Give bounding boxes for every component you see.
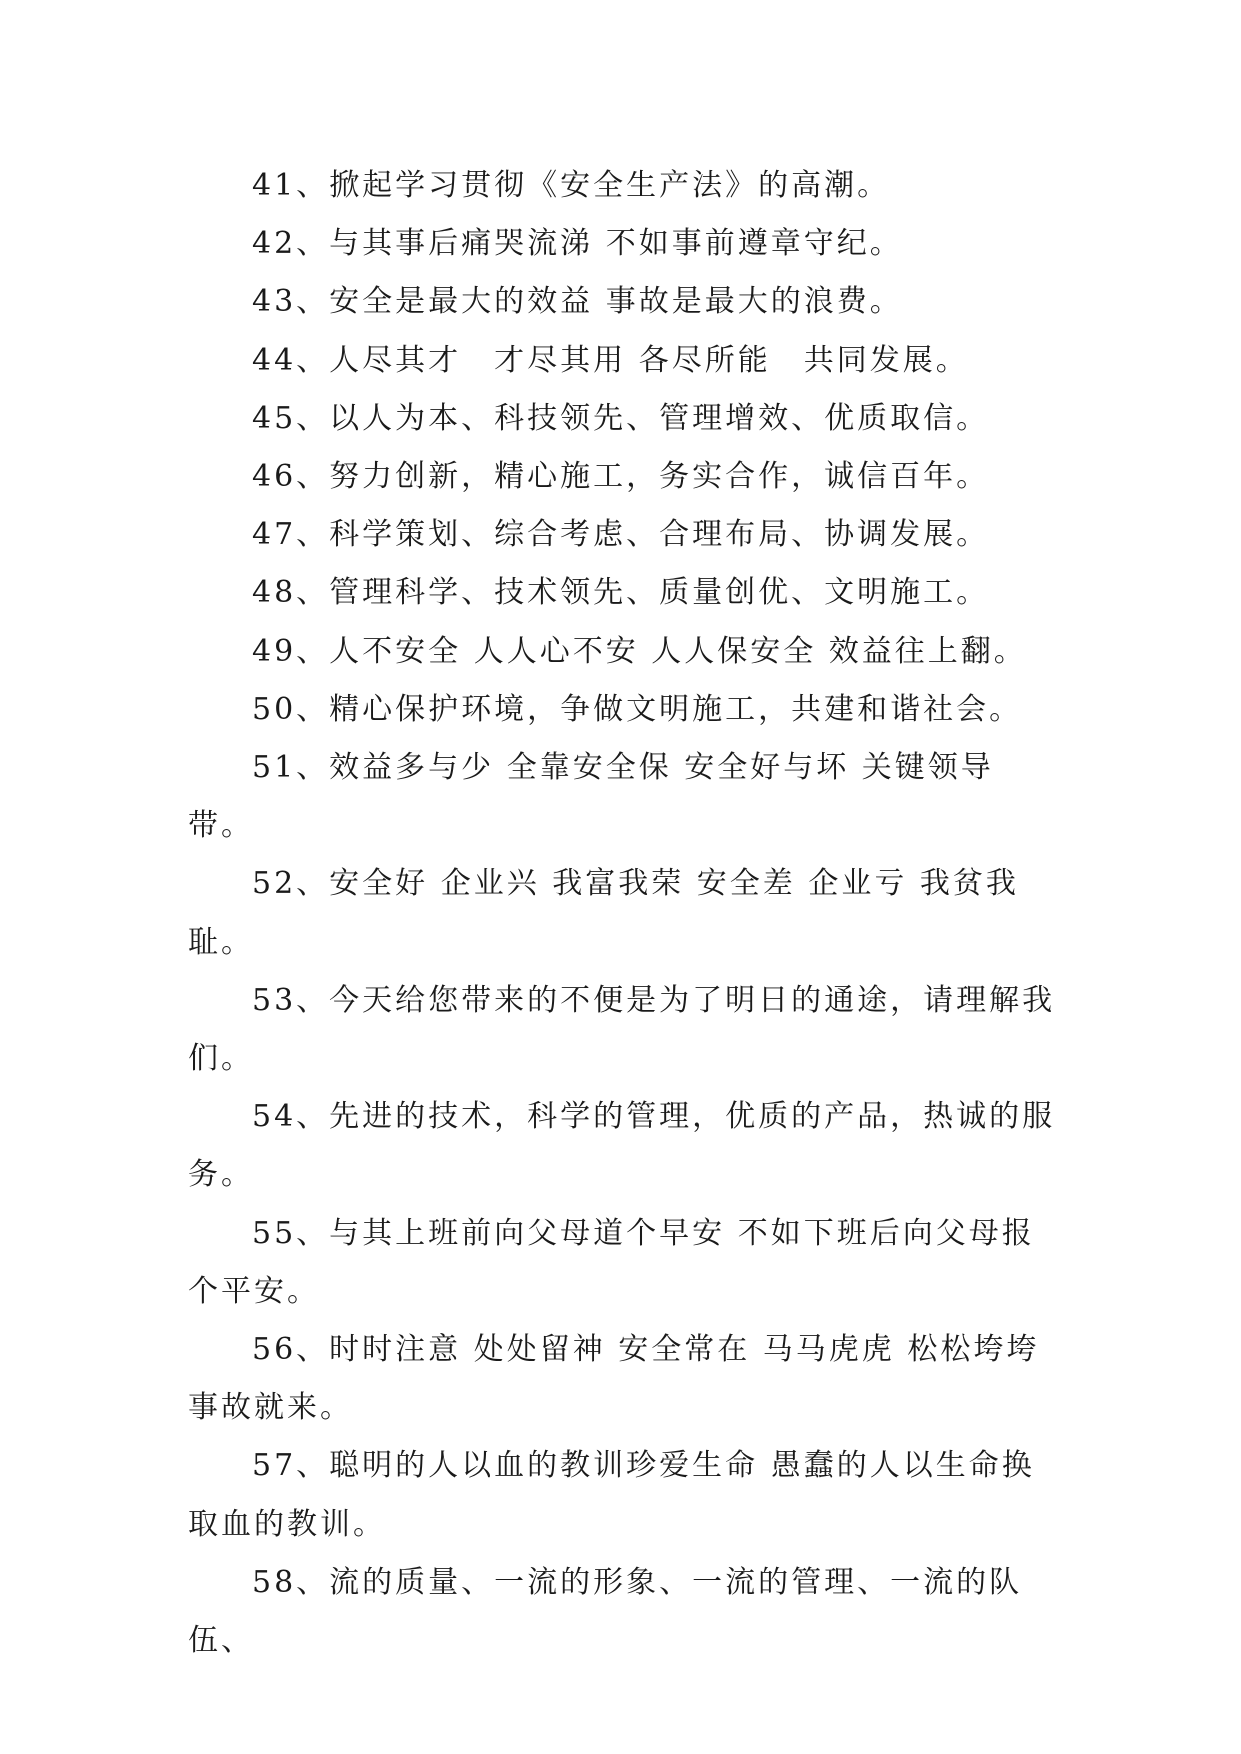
- slogan-item: 46、努力创新，精心施工，务实合作，诚信百年。: [252, 459, 990, 495]
- slogan-item: 51、效益多与少 全靠安全保 安全好与坏 关键领导带。: [188, 750, 994, 844]
- slogan-item: 53、今天给您带来的不便是为了明日的通途，请理解我们。: [188, 982, 1056, 1077]
- slogan-item: 48、管理科学、技术领先、质量创优、文明施工。: [252, 575, 990, 611]
- slogan-item: 54、先进的技术，科学的管理，优质的产品，热诚的服务。: [188, 1099, 1056, 1193]
- slogan-item: 55、与其上班前向父母道个早安 不如下班后向父母报个平安。: [188, 1215, 1035, 1309]
- slogan-item: 41、掀起学习贯彻《安全生产法》的高潮。: [252, 168, 891, 203]
- slogan-item: 44、人尽其才 才尽其用 各尽所能 共同发展。: [252, 342, 969, 378]
- slogan-item: 47、科学策划、综合考虑、合理布局、协调发展。: [252, 517, 990, 553]
- slogan-list: [188, 157, 1058, 1670]
- slogan-item: 58、流的质量、一流的形象、一流的管理、一流的队伍、: [188, 1564, 1023, 1659]
- slogan-item: 52、安全好 企业兴 我富我荣 安全差 企业亏 我贫我耻。: [188, 866, 1019, 960]
- slogan-item: 56、时时注意 处处留神 安全常在 马马虎虎 松松垮垮 事故就来。: [188, 1332, 1052, 1426]
- slogan-item: 43、安全是最大的效益 事故是最大的浪费。: [252, 284, 903, 320]
- slogan-item: 49、人不安全 人人心不安 人人保安全 效益往上翻。: [252, 633, 1027, 669]
- slogan-item: 57、聪明的人以血的教训珍爱生命 愚蠢的人以生命换取血的教训。: [188, 1448, 1035, 1542]
- slogan-item: 50、精心保护环境，争做文明施工，共建和谐社会。: [252, 691, 1023, 727]
- slogan-item: 45、以人为本、科技领先、管理增效、优质取信。: [252, 400, 990, 436]
- slogan-item: 42、与其事后痛哭流涕 不如事前遵章守纪。: [252, 226, 903, 262]
